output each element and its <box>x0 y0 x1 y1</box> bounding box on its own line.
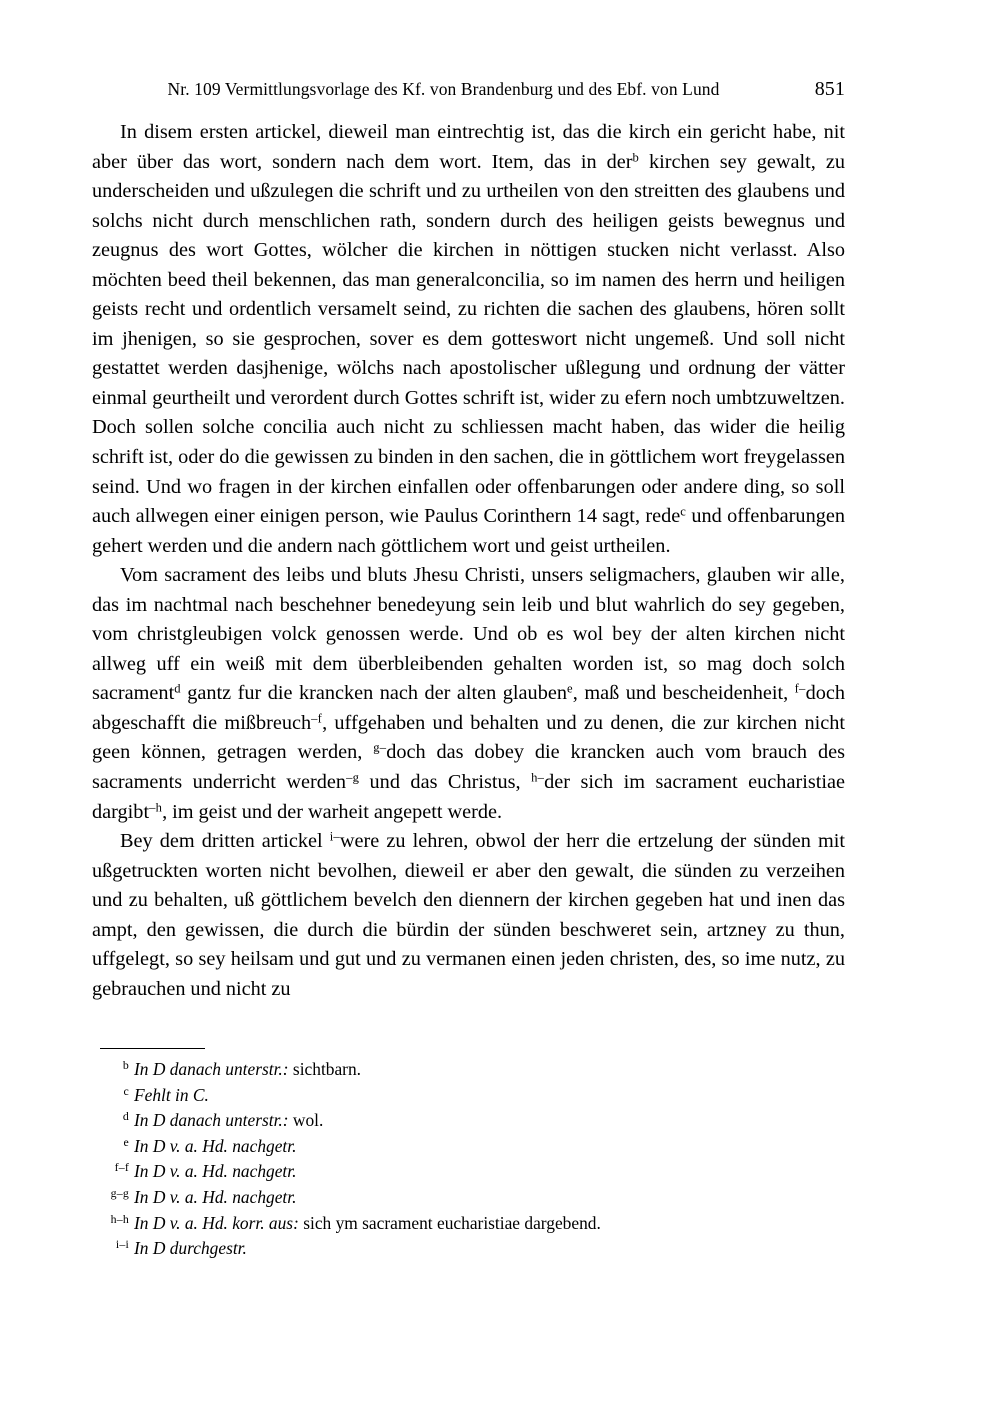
body-text-block <box>92 118 845 1004</box>
body-text-run: , im geist und der warheit angepett werde. <box>162 800 503 823</box>
body-paragraph <box>92 118 845 561</box>
footnote-quoted-text: sich ym sacrament eucharistiae dargebend. <box>298 1212 601 1233</box>
footnote-item: g–g In D v. a. Hd. nachgetr. <box>110 1186 297 1207</box>
footnote-editorial-note: In D v. a. Hd. nachgetr. <box>134 1186 297 1207</box>
running-head <box>92 78 845 101</box>
body-text-run: doch abgeschafft die mißbreuch <box>92 682 845 734</box>
body-text-run: , maß und bescheidenheit, <box>572 682 795 705</box>
footnote-reference-mark[interactable]: b <box>632 150 639 165</box>
footnote-editorial-note: Fehlt in C. <box>134 1084 209 1105</box>
footnote-reference-mark[interactable]: g– <box>373 740 387 755</box>
footnote-editorial-note: In D v. a. Hd. nachgetr. <box>134 1135 297 1156</box>
footnote-item: f–f In D v. a. Hd. nachgetr. <box>114 1160 297 1182</box>
footnote-editorial-note: In D v. a. Hd. nachgetr. <box>134 1161 297 1182</box>
running-head-title: Nr. 109 Vermittlungsvorlage des Kf. von Brandenburg und des Ebf. von Lund <box>167 79 720 99</box>
body-text-run: gantz fur die krancken nach der alten glauben <box>180 682 567 705</box>
footnote-editorial-note: In D danach unterstr.: <box>134 1110 289 1131</box>
footnote-item: c Fehlt in C. <box>123 1083 209 1105</box>
footnote-reference-mark[interactable]: c <box>680 504 687 519</box>
footnote-item: i–i In D durchgestr. <box>115 1237 247 1259</box>
footnote-editorial-note: In D v. a. Hd. korr. aus: <box>134 1212 299 1233</box>
footnote-reference-mark[interactable]: –h <box>149 800 163 815</box>
body-text-run: der sich im sacrament eucharistiae dargibt <box>92 771 846 823</box>
body-text-run: In disem ersten artickel, dieweil man eintrechtig ist, das die kirch ein gericht habe, nit aber über das wort, sondern nach dem wort. Item, das in der <box>92 121 845 173</box>
body-text-run: Bey dem dritten artickel <box>120 830 330 853</box>
footnote-item: h–h In D v. a. Hd. korr. aus: sich ym sacrament eucharistiae dargebend. <box>110 1211 601 1233</box>
body-text-run: Vom sacrament des leibs und bluts Jhesu Christi, unsers seligmachers, glauben wir alle, das im nachtmal nach beschehner benedeyung sein leib und blut wahrlich do sey gegeben, vom christgleubigen volck genossen werde. Und ob es wol bey der alten kirchen nicht allweg uff ein weiß mit dem überbleibenden gehalten worden ist, so mag doch solch sacrament <box>92 564 845 705</box>
body-text-run: doch das dobey die krancken auch vom brauch des sacraments underricht werden <box>92 741 845 794</box>
body-paragraph <box>92 561 845 827</box>
footnote-item: b In D danach unterstr.: sichtbarn. <box>122 1058 362 1079</box>
page-number: 851 <box>814 78 845 100</box>
footnote-quoted-text: sichtbarn. <box>288 1059 362 1079</box>
body-text-run: und offenbarungen gehert werden und die andern nach göttlichem wort und geist urtheilen. <box>92 505 845 557</box>
footnote-reference-mark[interactable]: e <box>566 681 573 696</box>
footnote-reference-mark[interactable]: h– <box>531 770 545 785</box>
footnote-editorial-note: In D danach unterstr.: <box>134 1059 289 1079</box>
body-text-run: were zu lehren, obwol der herr die ertzelung der sünden mit ußgetruckten worten nicht bevolhen, dieweil er aber den gewalt, die sünden zu verzeihen und zu behalten, uß göttlichem bevelch den diennern der kirchen gegeben hat und inen das ampt, den gewissen, die durch die bürdin der sünden beschweret sein, artzney zu thun, uffgelegt, so sey heilsam und gut und zu vermanen einen jeden christen, des, so ime nutz, zu gebrauchen und nicht zu <box>92 830 846 1000</box>
footnote-reference-mark[interactable]: f– <box>794 681 806 696</box>
footnote-reference-mark[interactable]: –g <box>346 770 360 785</box>
footnote-separator-rule <box>100 1048 205 1049</box>
footnote-reference-mark[interactable]: i– <box>329 829 340 844</box>
body-text-run: und das Christus, <box>359 771 532 794</box>
body-text-run: kirchen sey gewalt, zu underscheiden und ußzulegen die schrift und zu urtheilen von den streitten des glaubens und solchs nicht durch menschlichen rath, sondern durch des heiligen geists bewegnus und zeugnus des wort Gottes, wölcher die kirchen in nöttigen stucken nicht verlasst. Also möchten beed theil bekennen, das man generalconcilia, so im namen des herrn und heiligen geists recht und ordentlich versamelt seind, zu richten die sachen des glaubens, hören sollt im jhenigen, so sie gesprochen, sover es dem gotteswort nicht ungemeß. Und soll nicht gestattet werden dasjhenige, wölchs nach apostolischer ußlegung und ordnung der vätter einmal geurtheilt und verordent durch Gottes schrift ist, wider zu efern noch umbtzuweltzen. Doch sollen solche concilia auch nicht zu schliessen macht haben, das wider die heilig schrift ist, oder do die gewissen zu binden in den sachen, die in göttlichem wort freygelassen seind. Und wo fragen in der kirchen einfallen oder offenbarungen oder andere ding, so soll auch allwegen einer einigen person, wie Paulus Corinthern 14 sagt, rede <box>92 150 845 528</box>
footnote-apparatus <box>100 1057 845 1262</box>
body-text-run: , uffgehaben und behalten und zu denen, die zur kirchen nicht geen können, getragen werden, <box>92 711 846 764</box>
footnote-reference-mark[interactable]: d <box>174 681 181 696</box>
footnote-item: e In D v. a. Hd. nachgetr. <box>123 1134 297 1156</box>
footnote-editorial-note: In D durchgestr. <box>134 1238 247 1259</box>
footnote-reference-mark[interactable]: –f <box>311 711 323 726</box>
footnote-quoted-text: wol. <box>288 1110 324 1131</box>
body-paragraph <box>92 827 845 1004</box>
footnote-item: d In D danach unterstr.: wol. <box>122 1109 324 1131</box>
